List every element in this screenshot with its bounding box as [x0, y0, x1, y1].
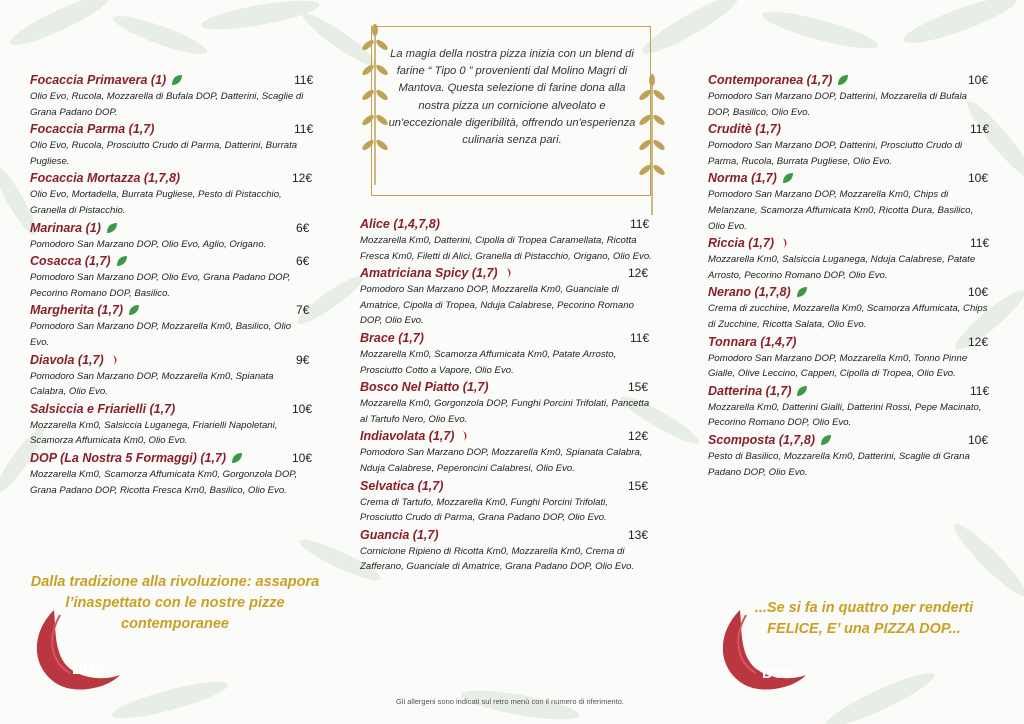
chili-icon — [109, 354, 121, 366]
laurel-right-icon — [632, 70, 672, 220]
menu-item — [360, 329, 652, 378]
menu-item — [708, 431, 990, 480]
item-price: 10€ — [968, 432, 989, 447]
item-name: Margherita (1,7) — [30, 303, 124, 318]
item-price: 11€ — [294, 73, 314, 87]
leaf-icon — [796, 286, 808, 298]
menu-item — [708, 169, 990, 234]
item-name: Focaccia Primavera (1) — [30, 73, 167, 87]
menu-item — [708, 382, 990, 431]
item-name: Contemporanea (1,7) — [708, 73, 833, 87]
item-name: Guancia (1,7) — [360, 527, 439, 542]
item-desc: Mozzarella Km0, Salsiccia Luganega, Nduja Calabrese, Patate Arrosto, Pecorino Romano DOP, Olio Evo. — [708, 254, 976, 281]
leaf-icon — [820, 434, 832, 446]
item-desc: Mozzarella Km0, Scamorza Affumicata Km0, Gorgonzola DOP, Grana Padano DOP, Ricotta Fresca Km0, Basilico, Olio Evo. — [30, 468, 298, 496]
item-desc: Olio Evo, Rucola, Mozzarella di Bufala DOP, Datterini, Scaglie di Grana Padano DOP. — [30, 91, 304, 118]
left-menu — [30, 71, 312, 498]
item-desc: Mozzarella Km0, Scamorza Affumicata Km0, Patate Arrosto, Prosciutto Cotto a Vapore, Olio Evo. — [360, 348, 617, 376]
item-price: 9€ — [296, 352, 310, 367]
item-name: Cosacca (1,7) — [30, 254, 111, 269]
menu-item — [30, 169, 312, 218]
item-desc: Olio Evo, Mortadella, Burrata Pugliese, Pesto di Pistacchio, Granella di Pistacchio. — [30, 189, 282, 216]
menu-item — [708, 120, 990, 169]
item-name: Amatriciana Spicy (1,7) — [360, 266, 498, 281]
item-desc: Pomodoro San Marzano DOP, Mozzarella Km0, Chips di Melanzane, Scamorza Affumicata Km0, Ricotta Dura, Basilico, Olio Evo. — [708, 189, 974, 232]
item-price: 10€ — [968, 73, 989, 87]
item-price: 11€ — [294, 122, 314, 137]
item-name: Salsiccia e Friarielli (1,7) — [30, 401, 176, 416]
dop-logo-text: DOP — [762, 665, 795, 682]
menu-item — [360, 526, 652, 575]
leaf-icon — [231, 452, 243, 464]
menu-item — [30, 219, 312, 253]
item-desc: Pomodoro San Marzano DOP, Mozzarella Km0, Tonno Pinne Gialle, Olive Leccino, Capperi, Cipolla di Tropea, Olio Evo. — [708, 352, 968, 380]
item-price: 10€ — [968, 171, 989, 186]
item-price: 13€ — [628, 527, 649, 542]
item-desc: Crema di Tartufo, Mozzarella Km0, Funghi Porcini Trifolati, Prosciutto Crudo di Parma, Grana Padano DOP, Olio Evo. — [360, 496, 608, 524]
item-name: Tonnara (1,4,7) — [708, 334, 797, 349]
item-price: 15€ — [628, 380, 649, 395]
menu-item — [360, 427, 652, 476]
item-name: Selvatica (1,7) — [360, 478, 444, 493]
center-menu — [360, 215, 652, 575]
menu-item — [30, 252, 312, 301]
item-desc: Mozzarella Km0, Salsiccia Luganega, Friarielli Napoletani, Scamorza Affumicata Km0, Olio Evo. — [30, 419, 278, 447]
allergen-footnote: Gli allergeni sono indicati sul retro menù con il numero di riferimento. — [395, 697, 625, 706]
item-name: Riccia (1,7) — [708, 236, 775, 251]
item-name: Focaccia Parma (1,7) — [30, 122, 155, 137]
menu-item — [30, 449, 312, 498]
slogan-right: ...Se si fa in quattro per renderti FELICE, E’ una PIZZA DOP... — [754, 600, 974, 637]
item-desc: Pomodoro San Marzano DOP, Mozzarella Km0, Guanciale di Amatrice, Cipolla di Tropea, Nduja Calabrese, Pecorino Romano DOP, Olio Evo. — [360, 284, 634, 327]
item-desc: Pomodoro San Marzano DOP, Mozzarella Km0, Spianata Calabra, Olio Evo. — [30, 370, 274, 398]
item-name: Diavola (1,7) — [30, 352, 104, 367]
chili-icon — [459, 430, 471, 442]
item-price: 12€ — [628, 429, 649, 444]
item-price: 6€ — [296, 254, 310, 269]
item-name: Alice (1,4,7,8) — [360, 217, 440, 231]
item-desc: Mozzarella Km0, Gorgonzola DOP, Funghi Porcini Trifolati, Pancetta al Tartufo Nero, Olio Evo. — [360, 398, 650, 425]
item-desc: Pomodoro San Marzano DOP, Mozzarella Km0, Basilico, Olio Evo. — [30, 321, 292, 348]
item-price: 15€ — [628, 478, 649, 493]
menu-item — [30, 351, 312, 400]
item-name: Cruditè (1,7) — [708, 122, 781, 137]
dop-logo-right — [710, 605, 820, 695]
item-name: Indiavolata (1,7) — [360, 429, 455, 444]
item-desc: Crema di zucchine, Mozzarella Km0, Scamorza Affumicata, Chips di Zucchine, Ricotta Salata, Olio Evo. — [708, 303, 988, 330]
intro-text: La magia della nostra pizza inizia con un blend di farine “ Tipo 0 ” provenienti dal Molino Magri di Mantova. Questa selezione di farine dona alla nostra pizza un cornicione alveolato e un'eccezionale digeribilità, offrendo un'esperienza culinaria senza pari. — [388, 48, 636, 147]
item-desc: Pomodoro San Marzano DOP, Olio Evo, Grana Padano DOP, Pecorino Romano DOP, Basilico. — [30, 272, 291, 299]
item-price: 10€ — [968, 285, 989, 300]
item-name: Marinara (1) — [30, 220, 101, 235]
menu-item — [30, 120, 312, 169]
item-name: Brace (1,7) — [360, 330, 424, 345]
dop-logo-text: DOP — [72, 661, 105, 678]
leaf-icon — [796, 385, 808, 397]
item-desc: Pomodoro San Marzano DOP, Datterini, Prosciutto Crudo di Parma, Rucola, Burrata Pugliese, Olio Evo. — [708, 140, 963, 167]
item-desc: Cornicione Ripieno di Ricotta Km0, Mozzarella Km0, Crema di Zafferano, Guanciale di Amatrice, Grana Padano DOP, Olio Evo. — [360, 545, 635, 573]
item-desc: Pomodoro San Marzano DOP, Olio Evo, Aglio, Origano. — [30, 238, 267, 250]
leaf-icon — [782, 172, 794, 184]
item-desc: Pomodoro San Marzano DOP, Mozzarella Km0, Spianata Calabra, Nduja Calabrese, Peperoncini Calabresi, Olio Evo. — [360, 447, 643, 474]
item-name: Bosco Nel Piatto (1,7) — [360, 380, 489, 395]
leaf-icon — [106, 222, 118, 234]
item-name: Datterina (1,7) — [708, 383, 792, 398]
menu-item — [30, 71, 312, 120]
menu-item — [708, 333, 990, 382]
menu-item — [360, 215, 652, 264]
item-desc: Mozzarella Km0, Datterini, Cipolla di Tropea Caramellata, Ricotta Fresca Km0, Filetti di Alici, Granella di Pistacchio, Origano, Olio Evo. — [360, 235, 652, 262]
item-price: 12€ — [628, 266, 649, 281]
item-name: Scomposta (1,7,8) — [708, 432, 815, 447]
item-desc: Pesto di Basilico, Mozzarella Km0, Datterini, Scaglie di Grana Padano DOP, Olio Evo. — [708, 450, 970, 478]
item-price: 11€ — [630, 330, 650, 345]
item-price: 10€ — [292, 450, 313, 465]
menu-item — [708, 71, 990, 120]
chili-icon — [779, 237, 791, 249]
item-name: Focaccia Mortazza (1,7,8) — [30, 171, 181, 186]
slogan-left: Dalla tradizione alla rivoluzione: assapora l’inaspettato con le nostre pizze contemporanee — [30, 574, 320, 632]
menu-item — [708, 283, 990, 332]
menu-item — [30, 400, 312, 449]
menu-item — [30, 301, 312, 350]
menu-item — [360, 477, 652, 526]
leaf-icon — [128, 304, 140, 316]
menu-item — [360, 264, 652, 329]
menu-item — [708, 234, 990, 283]
right-menu — [708, 71, 990, 480]
item-price: 6€ — [296, 220, 310, 235]
item-desc: Olio Evo, Rucola, Prosciutto Crudo di Parma, Datterini, Burrata Pugliese. — [30, 140, 298, 167]
item-name: Nerano (1,7,8) — [708, 285, 791, 300]
item-desc: Mozzarella Km0, Datterini Gialli, Datterini Rossi, Pepe Macinato, Pecorino Romano DOP, Olio Evo. — [708, 401, 982, 429]
chili-icon — [503, 267, 515, 279]
item-price: 11€ — [630, 217, 650, 231]
item-price: 10€ — [292, 401, 313, 416]
item-name: DOP (La Nostra 5 Formaggi) (1,7) — [30, 450, 227, 465]
menu-item — [360, 378, 652, 427]
item-price: 11€ — [970, 236, 990, 251]
leaf-icon — [837, 74, 849, 86]
leaf-icon — [171, 74, 183, 86]
dop-logo-left — [24, 605, 134, 695]
item-name: Norma (1,7) — [708, 171, 777, 186]
leaf-icon — [116, 255, 128, 267]
item-price: 7€ — [296, 303, 310, 318]
item-price: 11€ — [970, 122, 990, 137]
item-price: 12€ — [292, 171, 313, 186]
item-price: 12€ — [968, 334, 989, 349]
item-desc: Pomodoro San Marzano DOP, Datterini, Mozzarella di Bufala DOP, Basilico, Olio Evo. — [708, 91, 967, 118]
brush-stroke-icon — [24, 605, 134, 695]
item-price: 11€ — [970, 383, 990, 398]
